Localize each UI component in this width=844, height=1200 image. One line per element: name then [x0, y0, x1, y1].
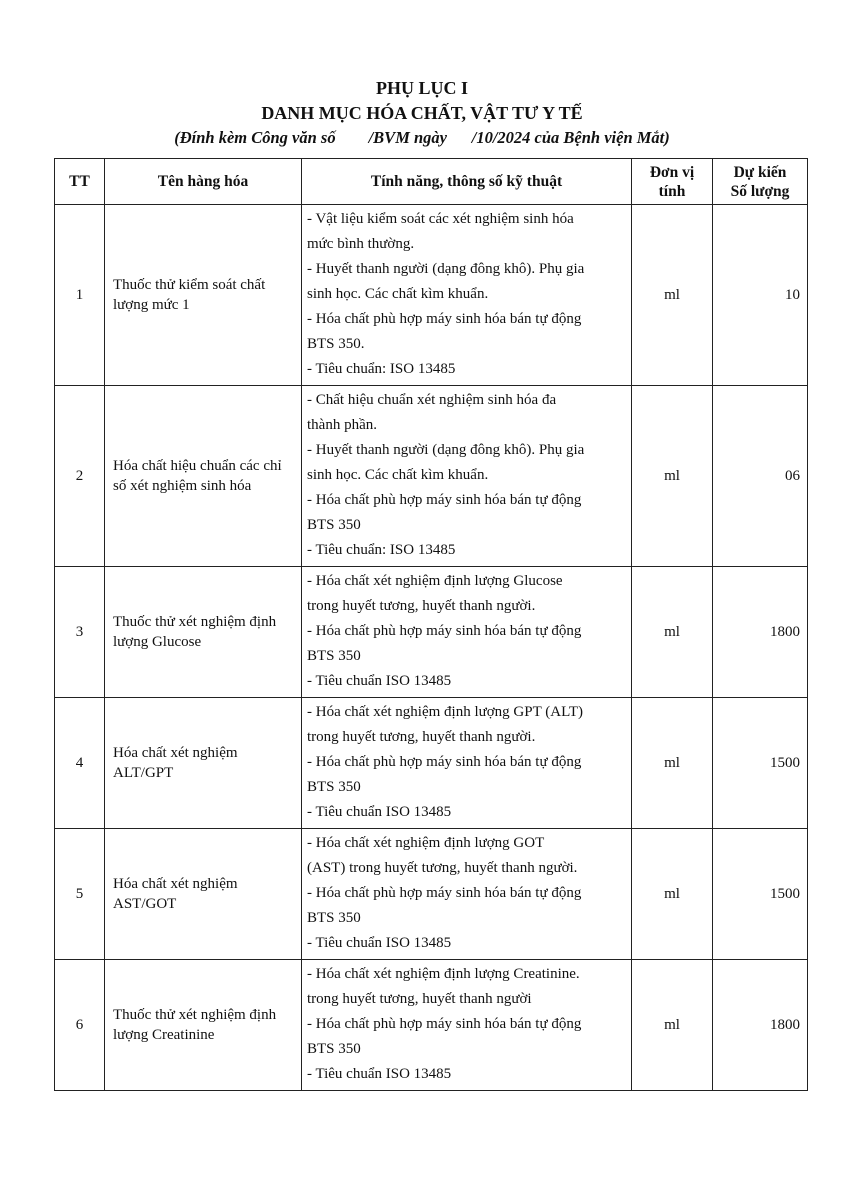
header-unit [632, 159, 713, 205]
spec-line: BTS 350 [307, 517, 361, 533]
spec-line: - Tiêu chuẩn ISO 13485 [307, 1066, 452, 1082]
cell-unit: ml [632, 698, 713, 829]
spec-line: - Hóa chất xét nghiệm định lượng GPT (ALT) [307, 704, 584, 720]
cell-qty: 06 [713, 386, 808, 567]
header-qty-line-2: Số lượng [730, 182, 790, 200]
spec-line: - Hóa chất phù hợp máy sinh hóa bán tự động [307, 623, 582, 639]
table-row [55, 829, 808, 960]
header-qty [713, 159, 808, 205]
table-row [55, 567, 808, 698]
cell-unit: ml [632, 567, 713, 698]
cell-spec [302, 829, 632, 960]
spec-line: - Huyết thanh người (dạng đông khô). Phụ gia [307, 261, 585, 277]
spec-line: - Tiêu chuẩn ISO 13485 [307, 804, 452, 820]
spec-line: - Huyết thanh người (dạng đông khô). Phụ gia [307, 442, 585, 458]
cell-name: Thuốc thử xét nghiệm định lượng Glucose [105, 567, 302, 698]
header-tt: TT [55, 159, 105, 205]
spec-line: mức bình thường. [307, 236, 415, 252]
table-body [55, 205, 808, 1091]
cell-name: Hóa chất hiệu chuẩn các chỉ số xét nghiệm sinh hóa [105, 386, 302, 567]
spec-line: trong huyết tương, huyết thanh người. [307, 729, 536, 745]
header-unit-line-2: tính [658, 182, 686, 200]
spec-line: thành phần. [307, 417, 377, 433]
spec-line: BTS 350 [307, 1041, 361, 1057]
cell-unit: ml [632, 205, 713, 386]
cell-tt: 4 [55, 698, 105, 829]
spec-line: - Hóa chất phù hợp máy sinh hóa bán tự động [307, 311, 582, 327]
spec-line: - Tiêu chuẩn: ISO 13485 [307, 361, 456, 377]
cell-tt: 2 [55, 386, 105, 567]
cell-name: Hóa chất xét nghiệm AST/GOT [105, 829, 302, 960]
spec-line: - Tiêu chuẩn ISO 13485 [307, 935, 452, 951]
cell-qty: 1800 [713, 960, 808, 1091]
cell-tt: 1 [55, 205, 105, 386]
cell-tt: 6 [55, 960, 105, 1091]
cell-spec [302, 567, 632, 698]
cell-spec [302, 698, 632, 829]
spec-line: - Hóa chất phù hợp máy sinh hóa bán tự động [307, 1016, 582, 1032]
spec-line: - Hóa chất xét nghiệm định lượng Creatinine. [307, 966, 580, 982]
cell-name: Thuốc thử xét nghiệm định lượng Creatinine [105, 960, 302, 1091]
spec-line: sinh học. Các chất kìm khuẩn. [307, 467, 489, 483]
spec-line: - Hóa chất phù hợp máy sinh hóa bán tự động [307, 754, 582, 770]
spec-line: BTS 350. [307, 336, 365, 352]
spec-line: - Hóa chất phù hợp máy sinh hóa bán tự động [307, 885, 582, 901]
spec-line: - Tiêu chuẩn: ISO 13485 [307, 542, 456, 558]
cell-qty: 1500 [713, 698, 808, 829]
table-row [55, 960, 808, 1091]
table-row [55, 205, 808, 386]
cell-unit: ml [632, 829, 713, 960]
spec-line: - Tiêu chuẩn ISO 13485 [307, 673, 452, 689]
spec-line: trong huyết tương, huyết thanh người. [307, 598, 536, 614]
cell-qty: 1800 [713, 567, 808, 698]
cell-qty: 10 [713, 205, 808, 386]
spec-line: - Hóa chất phù hợp máy sinh hóa bán tự động [307, 492, 582, 508]
cell-spec [302, 960, 632, 1091]
spec-line: BTS 350 [307, 648, 361, 664]
cell-unit: ml [632, 386, 713, 567]
cell-qty: 1500 [713, 829, 808, 960]
spec-line: sinh học. Các chất kìm khuẩn. [307, 286, 489, 302]
table-row [55, 386, 808, 567]
appendix-title: PHỤ LỤC I [375, 78, 468, 98]
table-row [55, 698, 808, 829]
header-spec: Tính năng, thông số kỹ thuật [302, 159, 632, 205]
item-table [54, 158, 808, 1091]
spec-line: - Chất hiệu chuẩn xét nghiệm sinh hóa đa [307, 392, 557, 408]
cell-spec [302, 386, 632, 567]
spec-line: trong huyết tương, huyết thanh người [307, 991, 532, 1007]
table-header-row [55, 159, 808, 205]
catalog-title: DANH MỤC HÓA CHẤT, VẬT TƯ Y TẾ [261, 103, 583, 123]
spec-line: (AST) trong huyết tương, huyết thanh người. [307, 860, 578, 876]
cell-name: Thuốc thử kiểm soát chất lượng mức 1 [105, 205, 302, 386]
cell-tt: 3 [55, 567, 105, 698]
cell-spec [302, 205, 632, 386]
spec-line: - Hóa chất xét nghiệm định lượng GOT [307, 835, 545, 851]
cell-name: Hóa chất xét nghiệm ALT/GPT [105, 698, 302, 829]
header-name: Tên hàng hóa [105, 159, 302, 205]
cell-unit: ml [632, 960, 713, 1091]
spec-line: BTS 350 [307, 910, 361, 926]
header-unit-line-1: Đơn vị [649, 163, 695, 181]
spec-line: - Hóa chất xét nghiệm định lượng Glucose [307, 573, 563, 589]
attachment-note: (Đính kèm Công văn số /BVM ngày /10/2024 của Bệnh viện Mắt) [174, 128, 670, 147]
document-header [0, 76, 844, 150]
spec-line: - Vật liệu kiểm soát các xét nghiệm sinh hóa [307, 211, 574, 227]
header-qty-line-1: Dự kiến [733, 163, 787, 181]
spec-line: BTS 350 [307, 779, 361, 795]
cell-tt: 5 [55, 829, 105, 960]
